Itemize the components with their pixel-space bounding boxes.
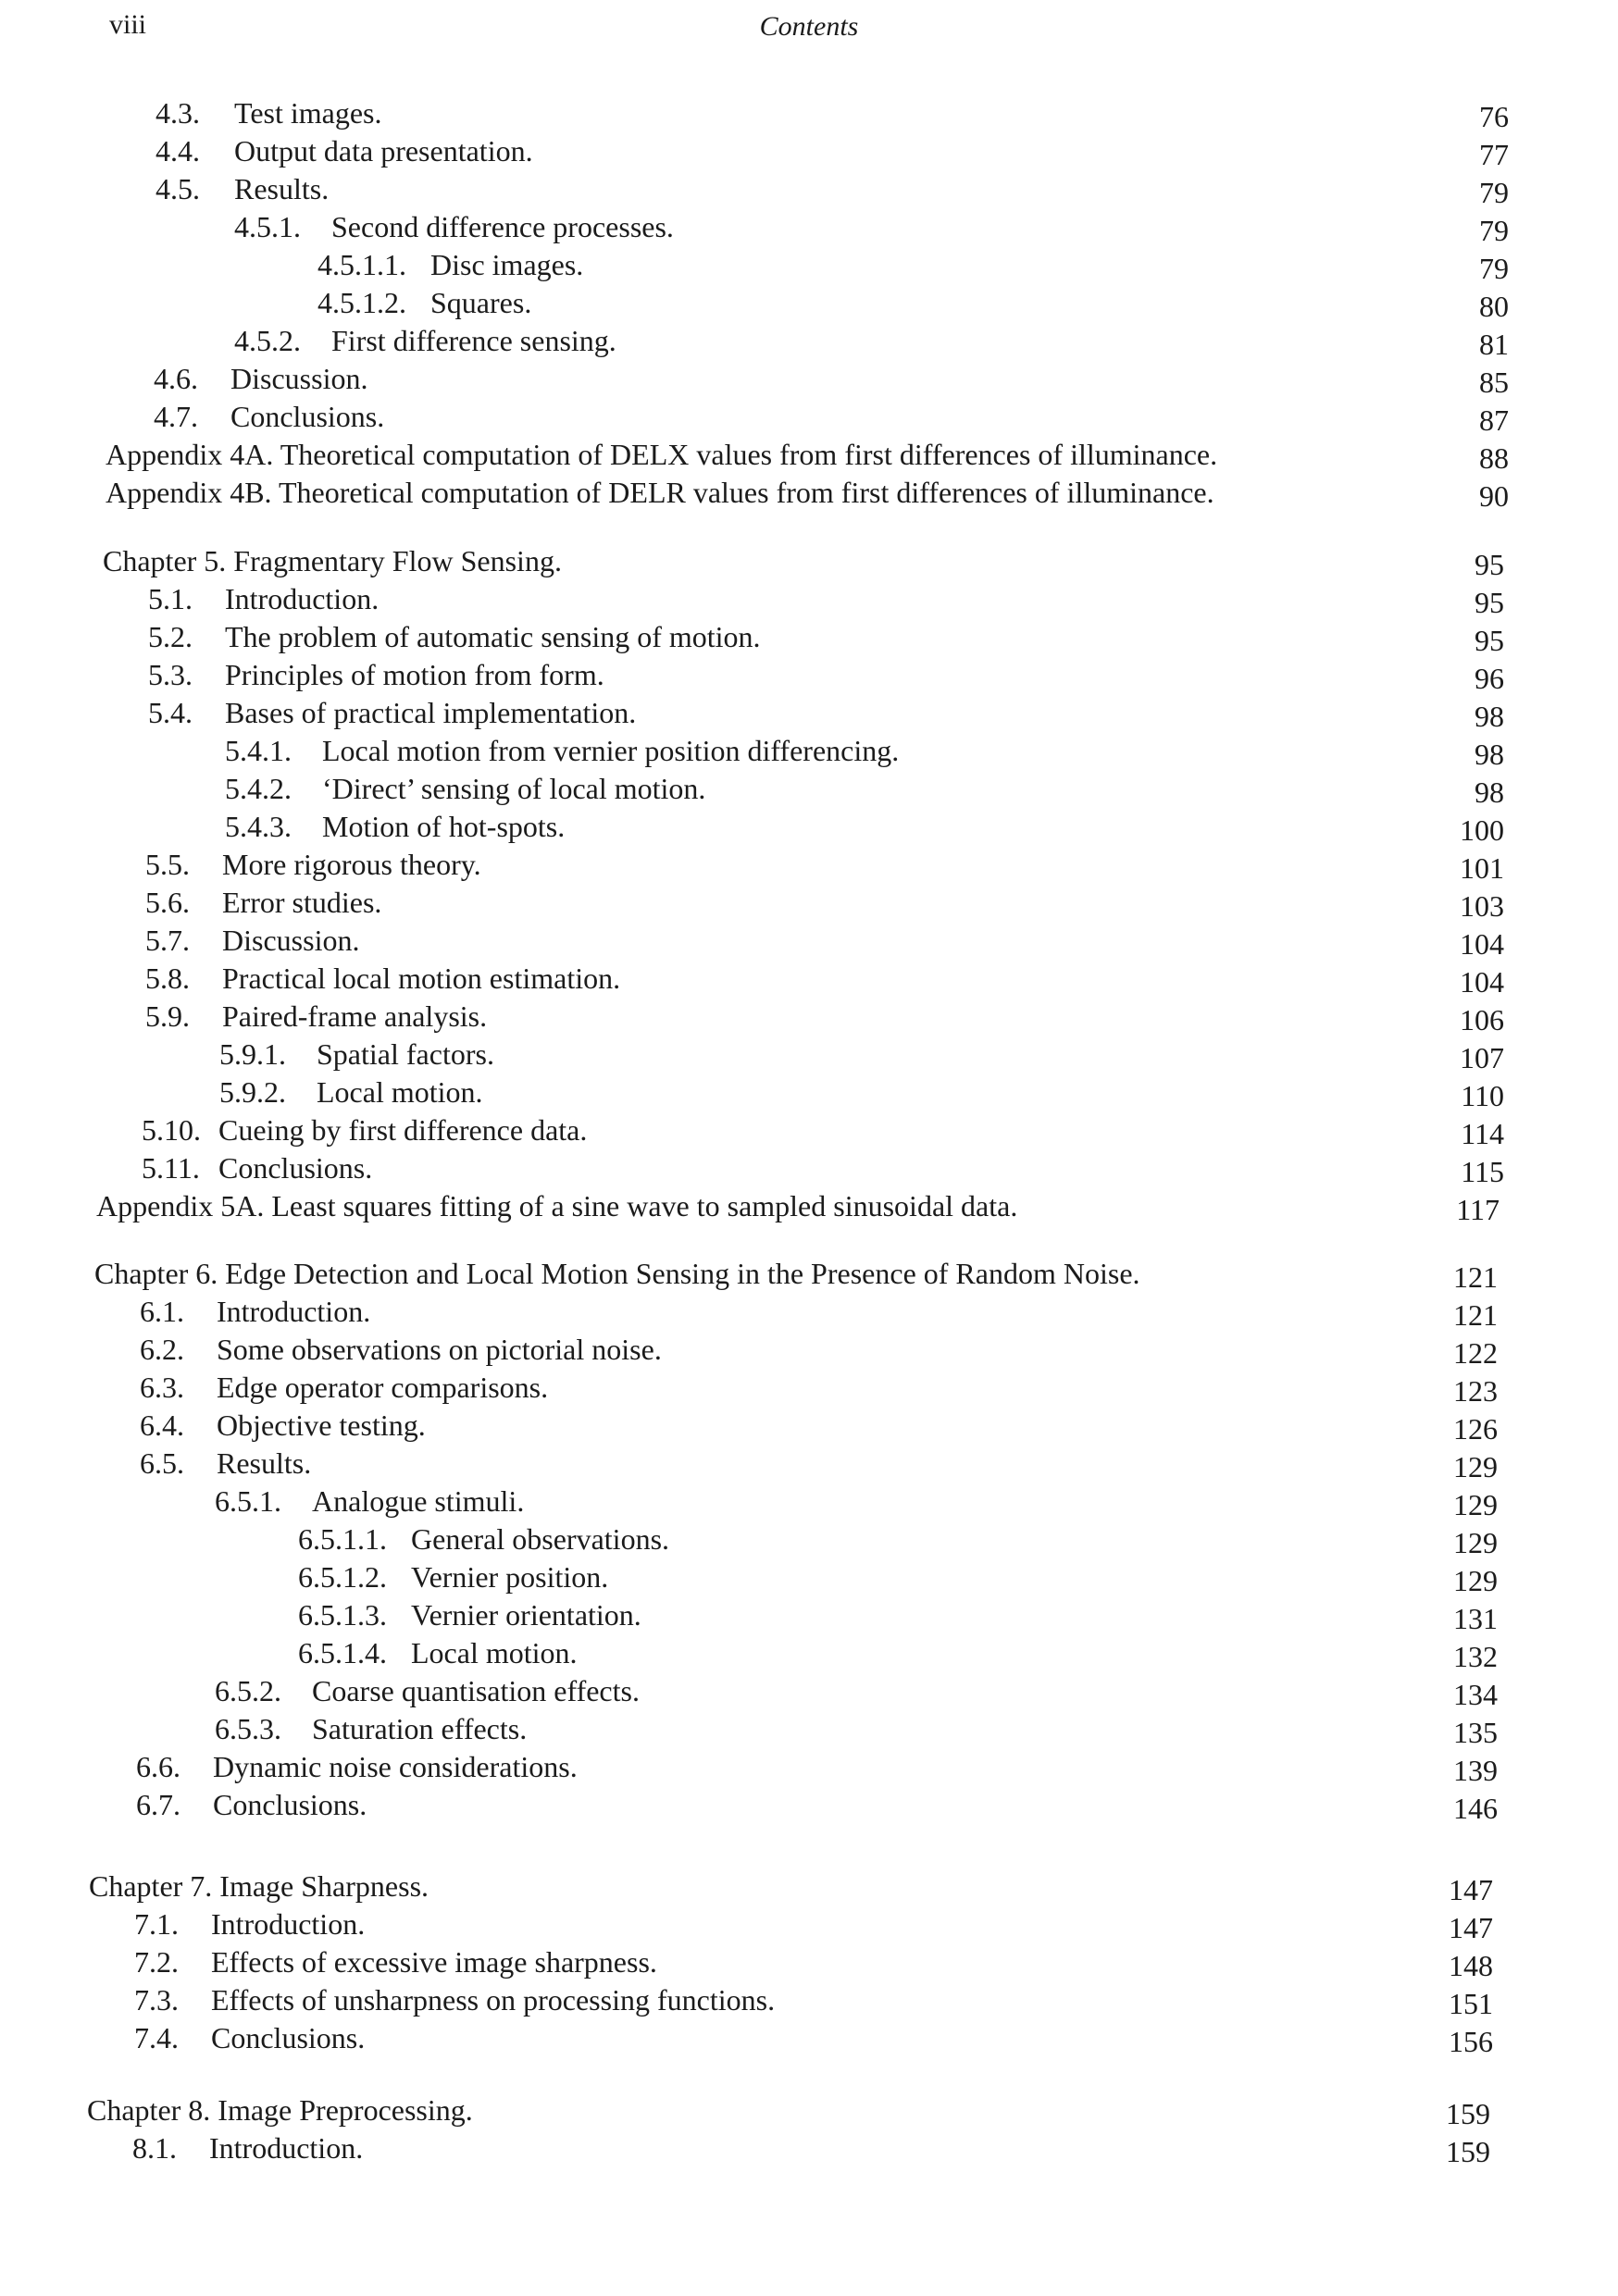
toc-title: Squares. bbox=[430, 286, 532, 319]
toc-page: 114 bbox=[1461, 1117, 1504, 1150]
toc-page: 121 bbox=[1453, 1298, 1498, 1332]
toc-number: 7.1. bbox=[134, 1907, 179, 1941]
toc-number: 6.6. bbox=[136, 1750, 180, 1783]
toc-title: Edge operator comparisons. bbox=[217, 1371, 549, 1404]
toc-number: 6.5.1.1. bbox=[298, 1522, 387, 1556]
toc-number: 5.3. bbox=[148, 658, 193, 691]
toc-page: 107 bbox=[1460, 1041, 1504, 1074]
toc-page: 101 bbox=[1460, 851, 1504, 885]
toc-title: Local motion from vernier position differencing. bbox=[322, 734, 900, 767]
toc-title: More rigorous theory. bbox=[222, 848, 481, 881]
toc-page: 88 bbox=[1479, 441, 1509, 475]
toc-number: 6.3. bbox=[140, 1371, 184, 1404]
toc-number: 4.4. bbox=[156, 134, 200, 168]
toc-page: 122 bbox=[1453, 1336, 1498, 1370]
toc-page: 159 bbox=[1446, 2135, 1490, 2168]
toc-page: 148 bbox=[1449, 1949, 1493, 1982]
toc-page: 147 bbox=[1449, 1911, 1493, 1944]
toc-title: Introduction. bbox=[225, 582, 380, 615]
toc-page: 90 bbox=[1479, 479, 1509, 513]
toc-title: Paired-frame analysis. bbox=[222, 999, 488, 1033]
toc-page: 96 bbox=[1475, 662, 1504, 695]
toc-page: 121 bbox=[1453, 1260, 1498, 1294]
toc-number: 6.4. bbox=[140, 1409, 184, 1442]
toc-number: 5.1. bbox=[148, 582, 193, 615]
toc-number: 6.7. bbox=[136, 1788, 180, 1821]
toc-title: Chapter 8. Image Preprocessing. bbox=[87, 2093, 473, 2127]
toc-title: Results. bbox=[217, 1446, 312, 1480]
toc-title: Dynamic noise considerations. bbox=[213, 1750, 578, 1783]
toc-page: 129 bbox=[1453, 1526, 1498, 1559]
toc-page: 95 bbox=[1475, 548, 1504, 581]
toc-page: 117 bbox=[1456, 1193, 1500, 1226]
toc-number: 8.1. bbox=[132, 2131, 177, 2165]
toc-page: 115 bbox=[1461, 1155, 1504, 1188]
toc-title: Disc images. bbox=[430, 248, 584, 281]
toc-page: 80 bbox=[1479, 290, 1509, 323]
toc-title: Conclusions. bbox=[213, 1788, 367, 1821]
toc-page: 98 bbox=[1475, 776, 1504, 809]
toc-number: 5.2. bbox=[148, 620, 193, 653]
toc-number: 5.6. bbox=[145, 886, 190, 919]
toc-page: 129 bbox=[1453, 1488, 1498, 1521]
toc-page: 134 bbox=[1453, 1678, 1498, 1711]
toc-page: 98 bbox=[1475, 700, 1504, 733]
toc-number: 6.1. bbox=[140, 1295, 184, 1328]
toc-number: 5.9.1. bbox=[219, 1037, 286, 1071]
toc-title: Effects of excessive image sharpness. bbox=[211, 1945, 657, 1979]
toc-title: Local motion. bbox=[411, 1636, 578, 1669]
toc-number: 4.3. bbox=[156, 96, 200, 130]
toc-page: 100 bbox=[1460, 813, 1504, 847]
toc-title: First difference sensing. bbox=[331, 324, 616, 357]
toc-number: 5.11. bbox=[142, 1151, 200, 1185]
toc-title: Discussion. bbox=[222, 924, 360, 957]
toc-page: 131 bbox=[1453, 1602, 1498, 1635]
toc-number: 5.4.2. bbox=[225, 772, 292, 805]
toc-number: 5.7. bbox=[145, 924, 190, 957]
toc-title: Motion of hot-spots. bbox=[322, 810, 566, 843]
toc-title: Principles of motion from form. bbox=[225, 658, 604, 691]
toc-number: 4.6. bbox=[154, 362, 198, 395]
toc-title: Test images. bbox=[234, 96, 382, 130]
toc-page: 156 bbox=[1449, 2025, 1493, 2058]
toc-title: Introduction. bbox=[209, 2131, 364, 2165]
toc-title: Practical local motion estimation. bbox=[222, 962, 621, 995]
toc-number: 6.5.3. bbox=[215, 1712, 281, 1745]
toc-page: 85 bbox=[1479, 366, 1509, 399]
toc-title: Spatial factors. bbox=[317, 1037, 494, 1071]
toc-page: 103 bbox=[1460, 889, 1504, 923]
toc-page: 135 bbox=[1453, 1716, 1498, 1749]
toc-number: 5.4.3. bbox=[225, 810, 292, 843]
toc-title: Appendix 5A. Least squares fitting of a sine wave to sampled sinusoidal data. bbox=[96, 1189, 1018, 1222]
toc-title: Saturation effects. bbox=[312, 1712, 528, 1745]
toc-title: Chapter 7. Image Sharpness. bbox=[89, 1869, 429, 1903]
toc-title: Second difference processes. bbox=[331, 210, 674, 243]
toc-page: 151 bbox=[1449, 1987, 1493, 2020]
toc-title: Chapter 5. Fragmentary Flow Sensing. bbox=[103, 544, 562, 577]
toc-page: 95 bbox=[1475, 624, 1504, 657]
toc-number: 5.4.1. bbox=[225, 734, 292, 767]
toc-title: Conclusions. bbox=[230, 400, 385, 433]
toc-number: 7.2. bbox=[134, 1945, 179, 1979]
toc-page: 106 bbox=[1460, 1003, 1504, 1036]
toc-number: 4.5. bbox=[156, 172, 200, 205]
toc-title: Conclusions. bbox=[211, 2021, 366, 2054]
toc-page: 81 bbox=[1479, 328, 1509, 361]
toc-number: 4.7. bbox=[154, 400, 198, 433]
toc-number: 6.5. bbox=[140, 1446, 184, 1480]
toc-title: The problem of automatic sensing of motion. bbox=[225, 620, 761, 653]
toc-number: 6.5.1. bbox=[215, 1484, 281, 1518]
running-title: Contents bbox=[759, 11, 859, 42]
toc-page: 159 bbox=[1446, 2097, 1490, 2130]
toc-title: Output data presentation. bbox=[234, 134, 533, 168]
toc-title: Some observations on pictorial noise. bbox=[217, 1333, 662, 1366]
toc-page: 139 bbox=[1453, 1754, 1498, 1787]
toc-number: 4.5.1.1. bbox=[317, 248, 406, 281]
toc-page: 104 bbox=[1460, 927, 1504, 961]
toc-number: 5.9. bbox=[145, 999, 190, 1033]
toc-title: Appendix 4B. Theoretical computation of DELR values from first differences of illuminance. bbox=[106, 476, 1214, 509]
toc-title: Introduction. bbox=[211, 1907, 366, 1941]
toc-page: 146 bbox=[1453, 1792, 1498, 1825]
toc-page: 95 bbox=[1475, 586, 1504, 619]
toc-number: 5.5. bbox=[145, 848, 190, 881]
toc-title: Vernier orientation. bbox=[411, 1598, 641, 1632]
toc-number: 7.3. bbox=[134, 1983, 179, 2017]
toc-title: Conclusions. bbox=[218, 1151, 373, 1185]
toc-title: Introduction. bbox=[217, 1295, 371, 1328]
toc-page: 129 bbox=[1453, 1450, 1498, 1483]
toc-title: General observations. bbox=[411, 1522, 670, 1556]
toc-page: 123 bbox=[1453, 1374, 1498, 1408]
toc-number: 6.5.1.3. bbox=[298, 1598, 387, 1632]
toc-page: 126 bbox=[1453, 1412, 1498, 1446]
page-number: viii bbox=[109, 9, 147, 40]
toc-number: 6.5.1.4. bbox=[298, 1636, 387, 1669]
toc-number: 4.5.2. bbox=[234, 324, 301, 357]
toc-title: ‘Direct’ sensing of local motion. bbox=[322, 772, 706, 805]
toc-number: 4.5.1.2. bbox=[317, 286, 406, 319]
toc-title: Chapter 6. Edge Detection and Local Motion Sensing in the Presence of Random Noise. bbox=[94, 1257, 1140, 1290]
toc-page: 104 bbox=[1460, 965, 1504, 999]
toc-title: Analogue stimuli. bbox=[312, 1484, 525, 1518]
toc-number: 5.8. bbox=[145, 962, 190, 995]
toc-page: 79 bbox=[1479, 252, 1509, 285]
toc-page: 98 bbox=[1475, 738, 1504, 771]
toc-title: Local motion. bbox=[317, 1075, 483, 1109]
toc-number: 7.4. bbox=[134, 2021, 179, 2054]
toc-title: Appendix 4A. Theoretical computation of DELX values from first differences of illuminance. bbox=[106, 438, 1218, 471]
toc-title: Vernier position. bbox=[411, 1560, 609, 1594]
toc-number: 6.5.2. bbox=[215, 1674, 281, 1707]
toc-page: 79 bbox=[1479, 214, 1509, 247]
toc-number: 5.4. bbox=[148, 696, 193, 729]
toc-page: 129 bbox=[1453, 1564, 1498, 1597]
toc-page: 77 bbox=[1479, 138, 1509, 171]
toc-title: Bases of practical implementation. bbox=[225, 696, 637, 729]
toc-title: Effects of unsharpness on processing functions. bbox=[211, 1983, 776, 2017]
toc-title: Coarse quantisation effects. bbox=[312, 1674, 640, 1707]
toc-title: Cueing by first difference data. bbox=[218, 1113, 588, 1147]
toc-number: 5.9.2. bbox=[219, 1075, 286, 1109]
toc-page: 87 bbox=[1479, 403, 1509, 437]
toc-page: 132 bbox=[1453, 1640, 1498, 1673]
toc-number: 6.5.1.2. bbox=[298, 1560, 387, 1594]
toc-number: 4.5.1. bbox=[234, 210, 301, 243]
toc-title: Error studies. bbox=[222, 886, 382, 919]
toc-page: 110 bbox=[1461, 1079, 1504, 1112]
toc-title: Results. bbox=[234, 172, 330, 205]
toc-number: 6.2. bbox=[140, 1333, 184, 1366]
toc-number: 5.10. bbox=[142, 1113, 201, 1147]
toc-title: Discussion. bbox=[230, 362, 368, 395]
toc-page: 147 bbox=[1449, 1873, 1493, 1906]
toc-page: 79 bbox=[1479, 176, 1509, 209]
toc-title: Objective testing. bbox=[217, 1409, 426, 1442]
toc-page: 76 bbox=[1479, 100, 1509, 133]
